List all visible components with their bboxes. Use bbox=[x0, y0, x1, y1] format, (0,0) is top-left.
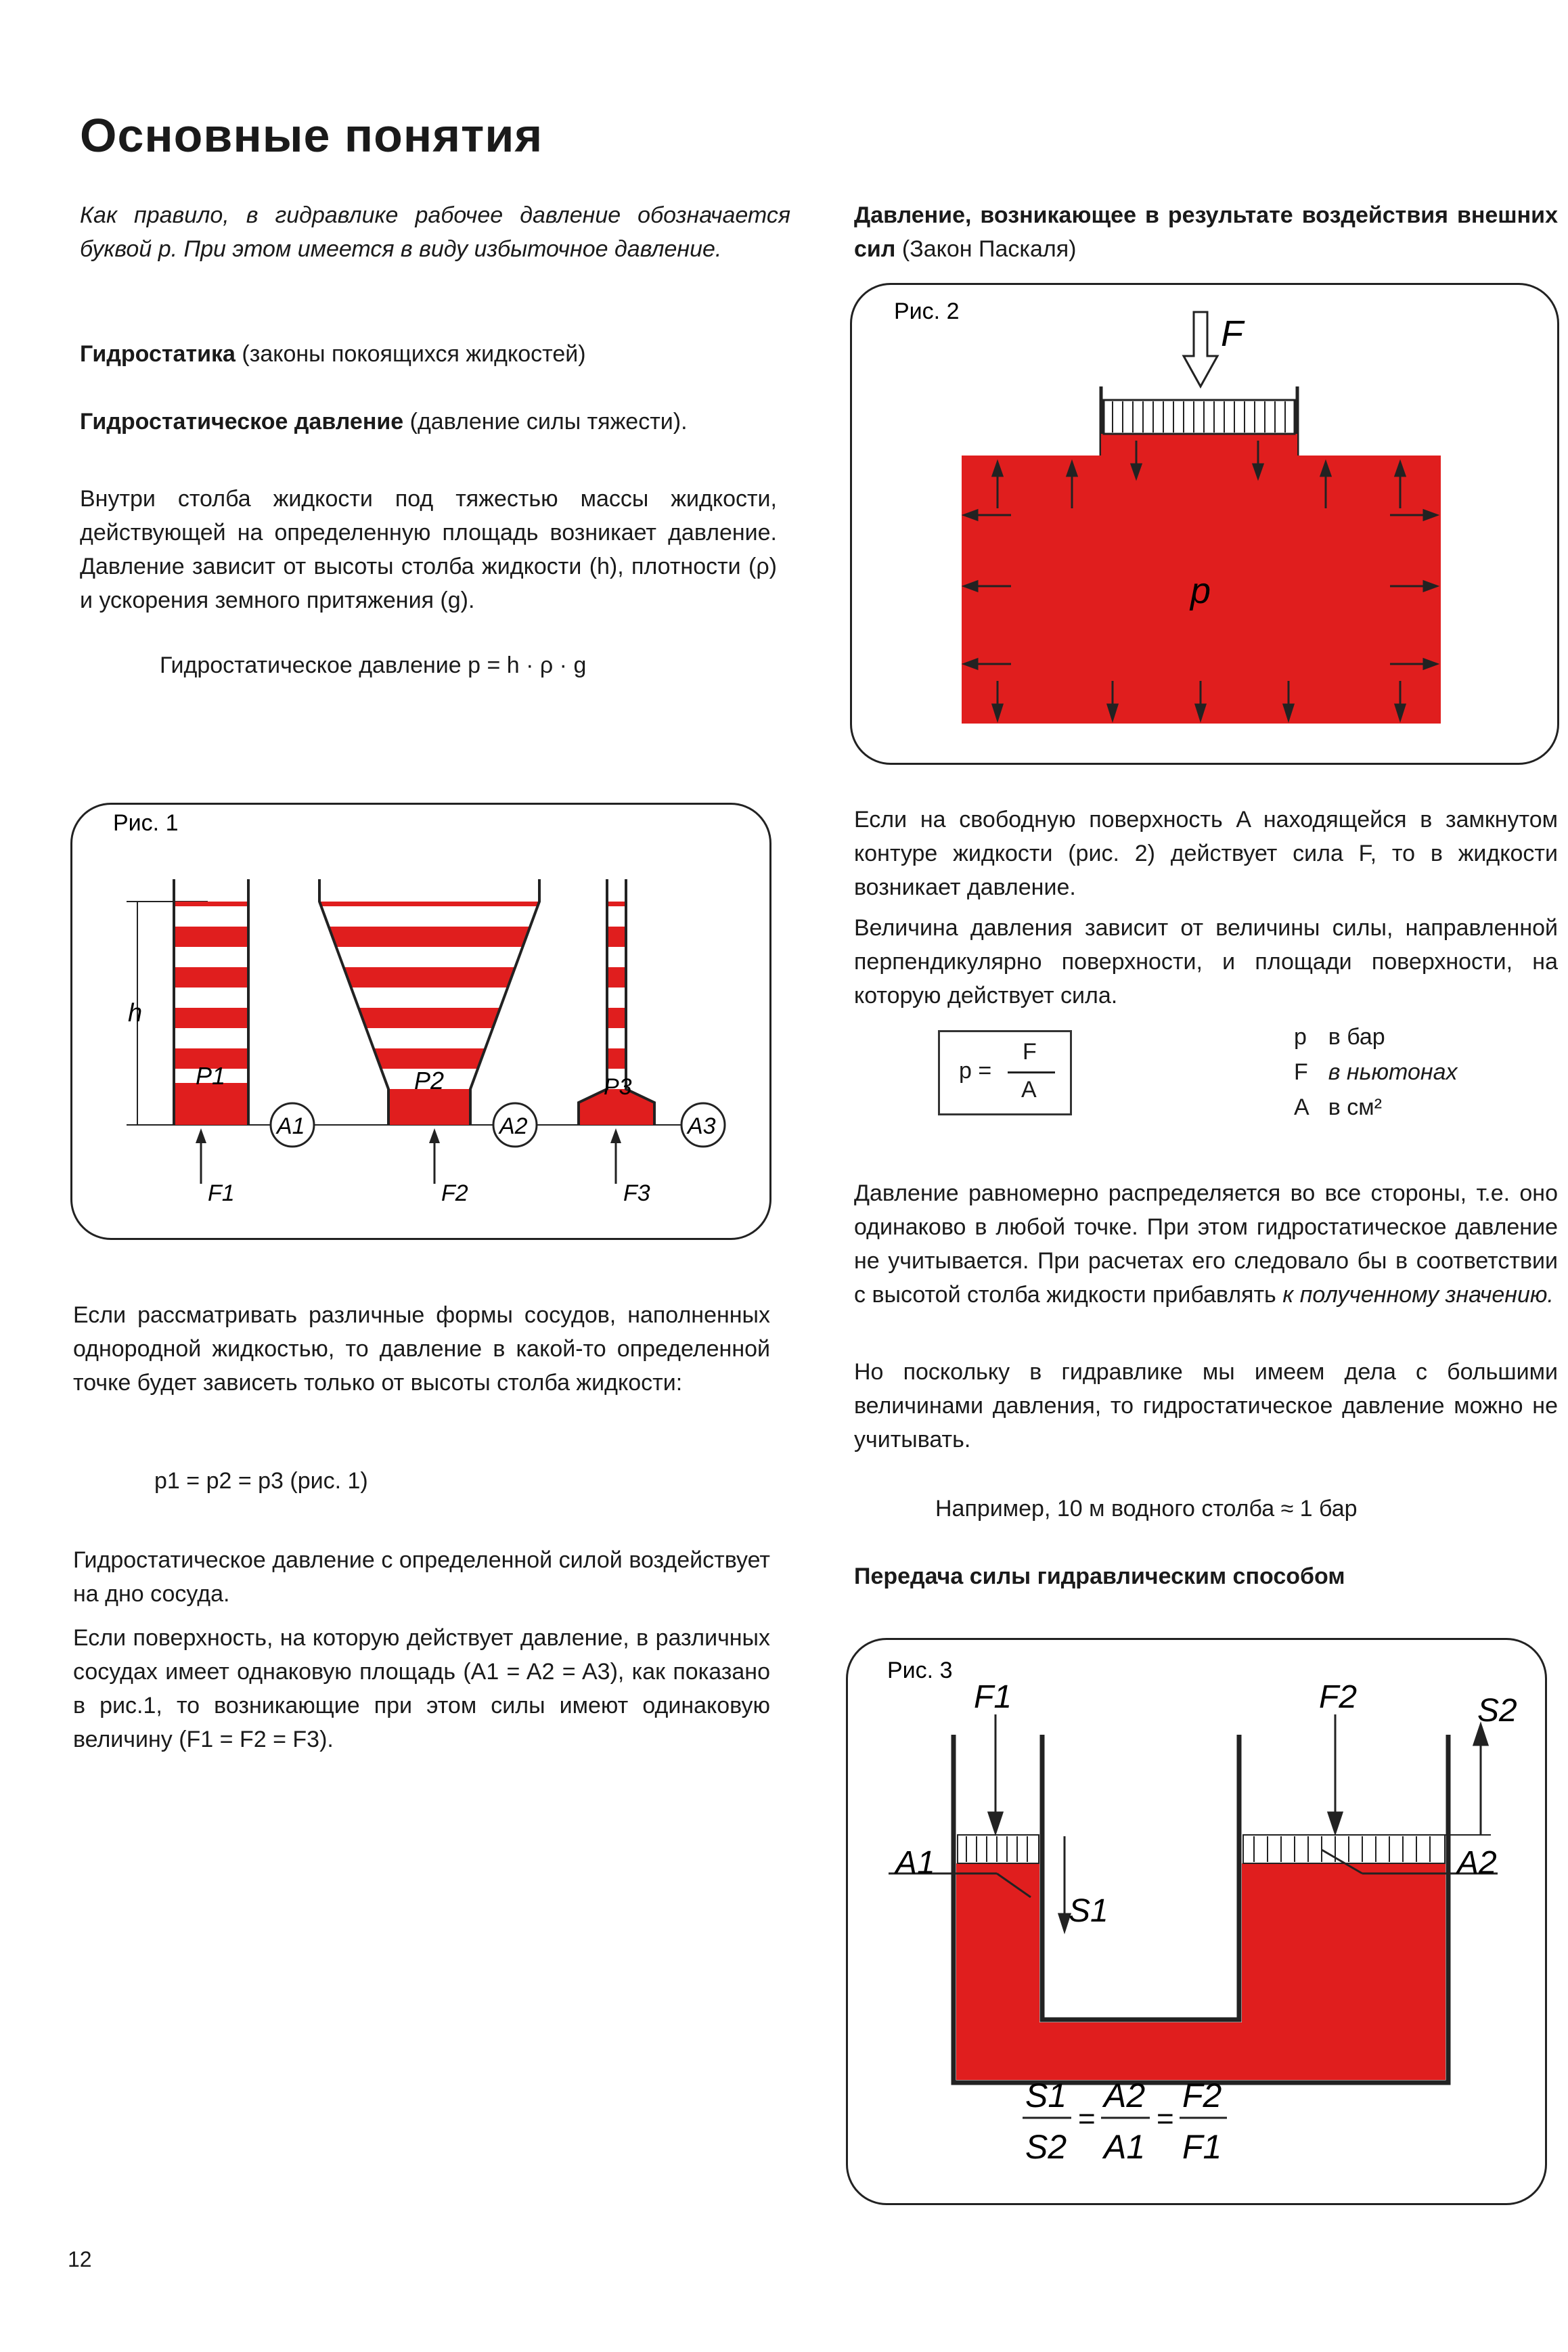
large-values-paragraph: Но поскольку в гидравлике мы имеем дела с большими величинами давления, то гидростатическое давление можно не учитывать. bbox=[854, 1359, 1558, 1452]
p2-label: P2 bbox=[414, 1067, 445, 1094]
legend-symbol: p bbox=[1294, 1024, 1307, 1050]
free-surface-paragraph: Если на свободную поверхность A находящейся в замкнутом контуре жидкости (рис. 2) действует сила F, то в жидкости возникает давление. bbox=[854, 807, 1558, 900]
hydrostatics-subtitle: (законы покоящихся жидкостей) bbox=[242, 341, 586, 367]
legend-row bbox=[1284, 1055, 1467, 1090]
a1-label: A1 bbox=[277, 1113, 305, 1139]
f2-label: F2 bbox=[441, 1180, 468, 1206]
units-legend bbox=[1284, 1019, 1467, 1125]
eq-equals-2: = bbox=[1157, 2102, 1174, 2135]
hydrostatics-heading bbox=[80, 337, 790, 371]
legend-symbol: F bbox=[1294, 1059, 1308, 1085]
formula-bar bbox=[1008, 1071, 1055, 1073]
f2-label: F2 bbox=[1319, 1679, 1358, 1715]
uniform-paragraph bbox=[854, 1176, 1558, 1312]
formula-lhs: p = bbox=[959, 1058, 992, 1084]
figure-2-drawing bbox=[852, 285, 1557, 763]
figure-3-label: Рис. 3 bbox=[887, 1658, 953, 1683]
page-title: Основные понятия bbox=[80, 109, 543, 162]
f3-label: F3 bbox=[623, 1180, 650, 1206]
figure-2-label: Рис. 2 bbox=[894, 298, 960, 324]
f1-label: F1 bbox=[208, 1180, 235, 1206]
eq-equals-1: = bbox=[1078, 2102, 1096, 2135]
pascal-subtitle: (Закон Паскаля) bbox=[901, 236, 1077, 262]
eq-f1: F1 bbox=[1182, 2128, 1222, 2166]
legend-row bbox=[1284, 1090, 1467, 1125]
legend-desc: в бар bbox=[1328, 1024, 1385, 1050]
eq-a1: A1 bbox=[1104, 2128, 1146, 2166]
intro-paragraph: Как правило, в гидравлике рабочее давление обозначается буквой p. При этом имеется в виду избыточное давление. bbox=[80, 202, 790, 262]
pascal-heading bbox=[854, 198, 1558, 266]
formula-numerator: F bbox=[1023, 1039, 1037, 1065]
figure-1-label: Рис. 1 bbox=[113, 810, 179, 836]
p3-label: P3 bbox=[604, 1074, 632, 1100]
eq-a2: A2 bbox=[1104, 2077, 1146, 2114]
hydro-pressure-heading bbox=[80, 405, 790, 439]
page-number: 12 bbox=[68, 2247, 92, 2271]
figure-1-drawing bbox=[72, 805, 769, 1238]
area-paragraph: Если поверхность, на которую действует давление, в различных сосудах имеет однаковую площадь (A1 = A2 = A3), как показано в рис.1, то возникающие при этом силы имеют одинаковую величину (F1 = F2 = F3). bbox=[73, 1625, 770, 1752]
figure-1 bbox=[70, 803, 771, 1240]
pressure-label: p bbox=[1190, 571, 1211, 611]
magnitude-paragraph: Величина давления зависит от величины силы, направленной перпендикулярно поверхности, и площади поверхности, на которую действует сила. bbox=[854, 915, 1558, 1008]
figure-2 bbox=[850, 283, 1559, 765]
example-line: Например, 10 м водного столба ≈ 1 бар bbox=[935, 1496, 1358, 1522]
figure-3 bbox=[846, 1638, 1547, 2205]
legend-row bbox=[1284, 1019, 1467, 1055]
hydrostatics-title: Гидростатика bbox=[80, 341, 236, 367]
eq-f2: F2 bbox=[1182, 2077, 1222, 2114]
pressure-formula bbox=[938, 1030, 1072, 1115]
uniform-text-italic: к полученному значению. bbox=[1282, 1282, 1554, 1308]
eq-s1: S1 bbox=[1025, 2077, 1067, 2114]
f1-label: F1 bbox=[974, 1679, 1012, 1715]
transfer-heading: Передача силы гидравлическим способом bbox=[854, 1563, 1345, 1589]
figure-3-drawing bbox=[848, 1640, 1545, 2203]
a2-label: A2 bbox=[499, 1113, 528, 1139]
hydro-formula: Гидростатическое давление p = h · ρ · g bbox=[160, 652, 587, 678]
uniform-text: Давление равномерно распределяется во все стороны, т.е. оно одинаково в любой точке. При этом гидростатическое давление не учитывается. При расчетах его следовало бы в соответствии с высотой столба жидкости прибавлять bbox=[854, 1180, 1558, 1308]
legend-desc: в см² bbox=[1328, 1094, 1382, 1120]
column-paragraph: Внутри столба жидкости под тяжестью массы жидкости, действующей на определенную площадь возникает давление. Давление зависит от высоты столба жидкости (h), плотности (ρ) и ускорения земного притяжения (g). bbox=[80, 486, 777, 613]
a3-label: A3 bbox=[688, 1113, 716, 1139]
height-label: h bbox=[128, 999, 143, 1027]
legend-symbol: A bbox=[1294, 1094, 1309, 1120]
pascal-title: Давление, возникающее в результате воздействия внешних сил bbox=[854, 202, 1558, 262]
a2-label: A2 bbox=[1457, 1845, 1497, 1881]
eq-s2: S2 bbox=[1025, 2128, 1067, 2166]
hydro-pressure-title: Гидростатическое давление bbox=[80, 409, 404, 435]
s1-label: S1 bbox=[1069, 1893, 1108, 1929]
legend-desc: в ньютонах bbox=[1328, 1059, 1458, 1085]
bottom-paragraph: Гидростатическое давление с определенной силой воздействует на дно сосуда. bbox=[73, 1547, 770, 1607]
a1-label: A1 bbox=[895, 1845, 935, 1881]
p1-label: P1 bbox=[196, 1062, 226, 1090]
vessels-paragraph: Если рассматривать различные формы сосудов, наполненных однородной жидкостью, то давление в какой-то определенной точке будет зависеть только от высоты столба жидкости: bbox=[73, 1302, 770, 1396]
formula-denominator: A bbox=[1021, 1077, 1037, 1103]
force-label: F bbox=[1221, 313, 1243, 354]
hydro-pressure-subtitle: (давление силы тяжести). bbox=[409, 409, 688, 435]
s2-label: S2 bbox=[1477, 1693, 1517, 1729]
pressure-equality: p1 = p2 = p3 (рис. 1) bbox=[154, 1468, 368, 1494]
